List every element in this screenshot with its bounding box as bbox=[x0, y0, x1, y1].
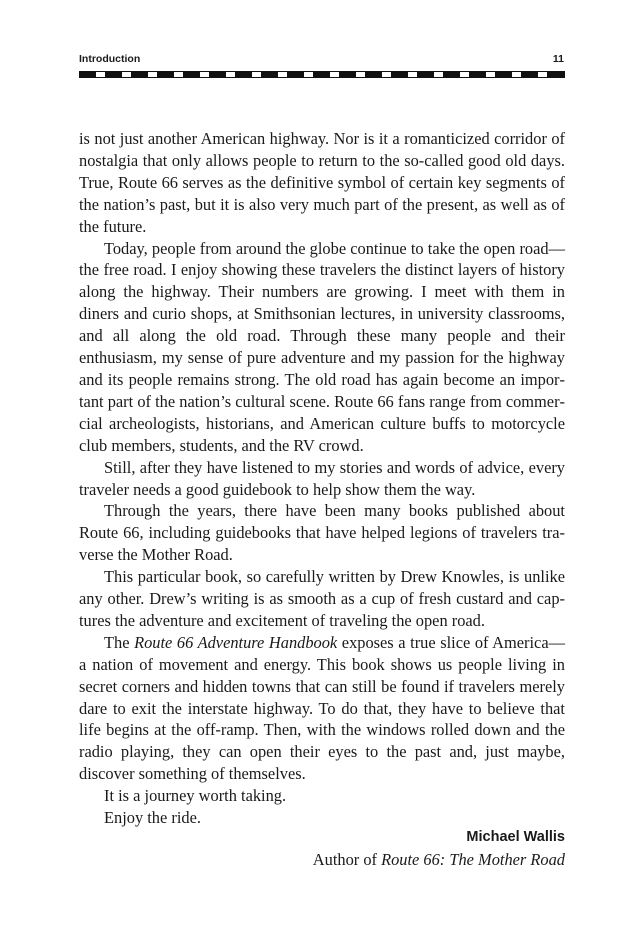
body-text bbox=[79, 128, 565, 829]
paragraph-lead: The bbox=[104, 632, 135, 652]
paragraph: Still, after they have listened to my stories and words of advice, every traveler needs a good guidebook to help show them the way. bbox=[79, 457, 565, 499]
paragraph: It is a journey worth taking. bbox=[104, 786, 287, 806]
author-name: Michael Wallis bbox=[466, 829, 565, 845]
book-title: Route 66 Adventure Handbook bbox=[134, 632, 338, 652]
paragraph: Today, people from around the globe continue to take the open road—the free road. I enjoy showing these travelers the distinct layers of history along the highway. Their numbers are growing. I meet with them in diners and curio shops, at Smithsonian lectures, in university classrooms, and all along the old road. Through these many people and their enthusiasm, my sense of pure adventure and my passion for the highway and its people remains strong. The old road has again become an important part of the nation’s cultural scene. Route 66 fans range from commercial archeologists, historians, and American culture buffs to motorcycle club members, students, and the RV crowd. bbox=[79, 238, 565, 455]
paragraph: Through the years, there have been many books published about Route 66, including guidebooks that have helped legions of travelers traverse the Mother Road. bbox=[79, 501, 565, 565]
page-number: 11 bbox=[552, 53, 564, 65]
paragraph: is not just another American highway. Nor is it a romanticized corridor of nostalgia that only allows people to return to the so-called good old days. True, Route 66 serves as the definitive symbol of certain key segments of the nation’s past, but it is also very much part of the present, as well as of the future. bbox=[79, 129, 565, 236]
paragraph-rest: exposes a true slice of America—a nation of movement and energy. This book shows us people living in secret corners and hidden towns that can still be found if travelers merely dare to exit the interstate highway. To do that, they have to believe that life begins at the off-ramp. Then, with the windows rolled down and the radio playing, they can open their eyes to the past and, just maybe, discover something of themselves. bbox=[79, 632, 565, 784]
author-book-title: Route 66: The Mother Road bbox=[381, 850, 565, 869]
author-credit-prefix: Author of bbox=[312, 850, 382, 869]
paragraph: This particular book, so carefully written by Drew Knowles, is unlike any other. Drew’s writing is as smooth as a cup of fresh custard and captures the adventure and excitement of traveling the open road. bbox=[79, 567, 565, 630]
dashed-rule bbox=[79, 71, 565, 78]
paragraph: Enjoy the ride. bbox=[104, 808, 201, 828]
running-head bbox=[79, 53, 565, 67]
author-credit bbox=[79, 850, 565, 870]
section-title: Introduction bbox=[79, 53, 141, 65]
paragraph bbox=[79, 632, 565, 785]
